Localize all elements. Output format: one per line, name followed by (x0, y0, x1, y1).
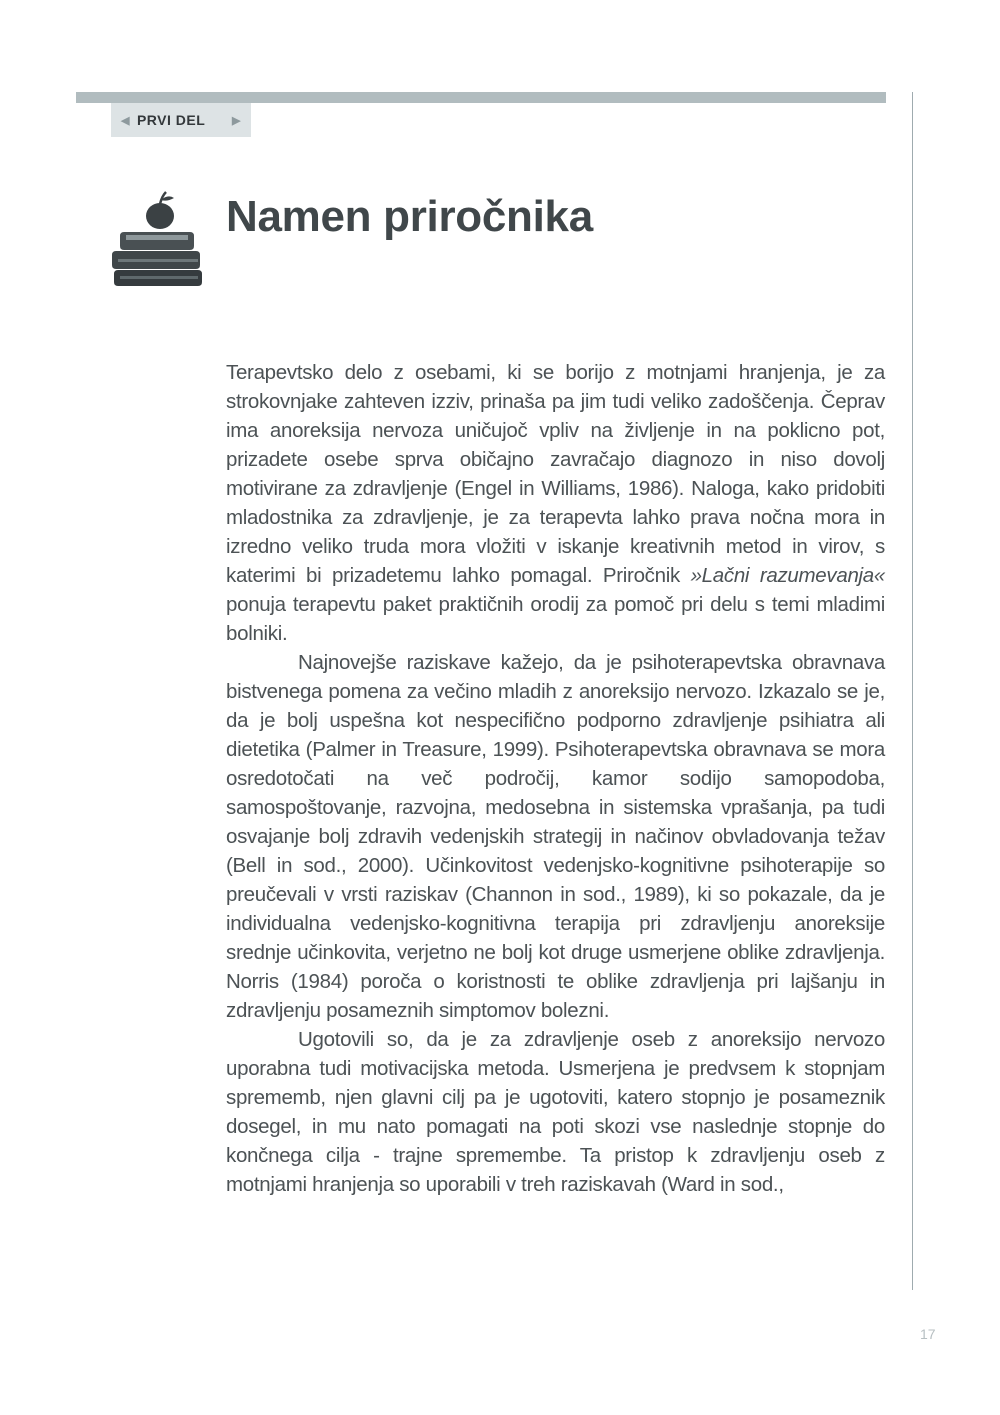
triangle-right-icon: ▶ (232, 114, 241, 127)
paragraph: Terapevtsko delo z osebami, ki se borijo z motnjami hranjenja, je za strokovnjake zahteven izziv, prinaša pa jim tudi veliko zadoščenja. Čeprav ima anoreksija nervoza uničujoč vpliv na življenje in na poklicno pot, prizadete osebe sprva običajno zavračajo diagnozo in niso dovolj motivirane za zdravljenje (Engel in Williams, 1986). Naloga, kako pridobiti mladostnika za zdravljenje, je za terapevta lahko prava nočna mora in izredno veliko truda mora vložiti v iskanje kreativnih metod in virov, s katerimi bi prizadetemu lahko pomagal. Priročnik »Lačni razumevanja« ponuja terapevtu paket praktičnih orodij za pomoč pri delu s temi mladimi bolniki. (226, 361, 885, 645)
body-text (226, 358, 885, 1199)
page-title: Namen priročnika (226, 192, 593, 241)
section-tab (111, 103, 251, 137)
section-label: PRVI DEL (136, 112, 206, 128)
books-with-apple-icon (110, 188, 204, 288)
right-margin-rule (912, 92, 913, 1290)
paragraph: Ugotovili so, da je za zdravljenje oseb z anoreksijo nervozo uporabna tudi motivacijska metoda. Usmerjena je predvsem k stopnjam sprememb, njen glavni cilj pa je ugotoviti, katero stopnjo je posameznik dosegel, in mu nato pomagati na poti skozi vse naslednje stopnje do končnega cilja - trajne spremembe. Ta pristop k zdravljenju oseb z motnjami hranjenja so uporabili v treh raziskavah (Ward in sod., (226, 1028, 885, 1196)
triangle-left-icon: ◀ (121, 114, 130, 127)
page-number: 17 (920, 1326, 936, 1342)
book-title: »Lačni razumevanja« (690, 564, 885, 587)
header-bar (76, 92, 886, 103)
paragraph: Najnovejše raziskave kažejo, da je psihoterapevtska obravnava bistvenega pomena za večino mladih z anoreksijo nervozo. Izkazalo se je, da je bolj uspešna kot nespecifično podporno zdravljenje psihiatra ali dietetika (Palmer in Treasure, 1999). Psihoterapevtska obravnava se mora osredotočati na več področij, kamor sodijo samopodoba, samospoštovanje, razvojna, medosebna in sistemska vprašanja, pa tudi osvajanje bolj zdravih vedenjskih strategij in načinov obvladovanja težav (Bell in sod., 2000). Učinkovitost vedenjsko-kognitivne psihoterapije so preučevali v vrsti raziskav (Channon in sod., 1989), ki so pokazale, da je individualna vedenjsko-kognitivna terapija pri zdravljenju anoreksije srednje učinkovita, verjetno ne bolj kot druge usmerjene oblike zdravljenja. Norris (1984) poroča o koristnosti te oblike zdravljenja pri lajšanju in zdravljenju posameznih simptomov bolezni. (226, 651, 885, 1022)
